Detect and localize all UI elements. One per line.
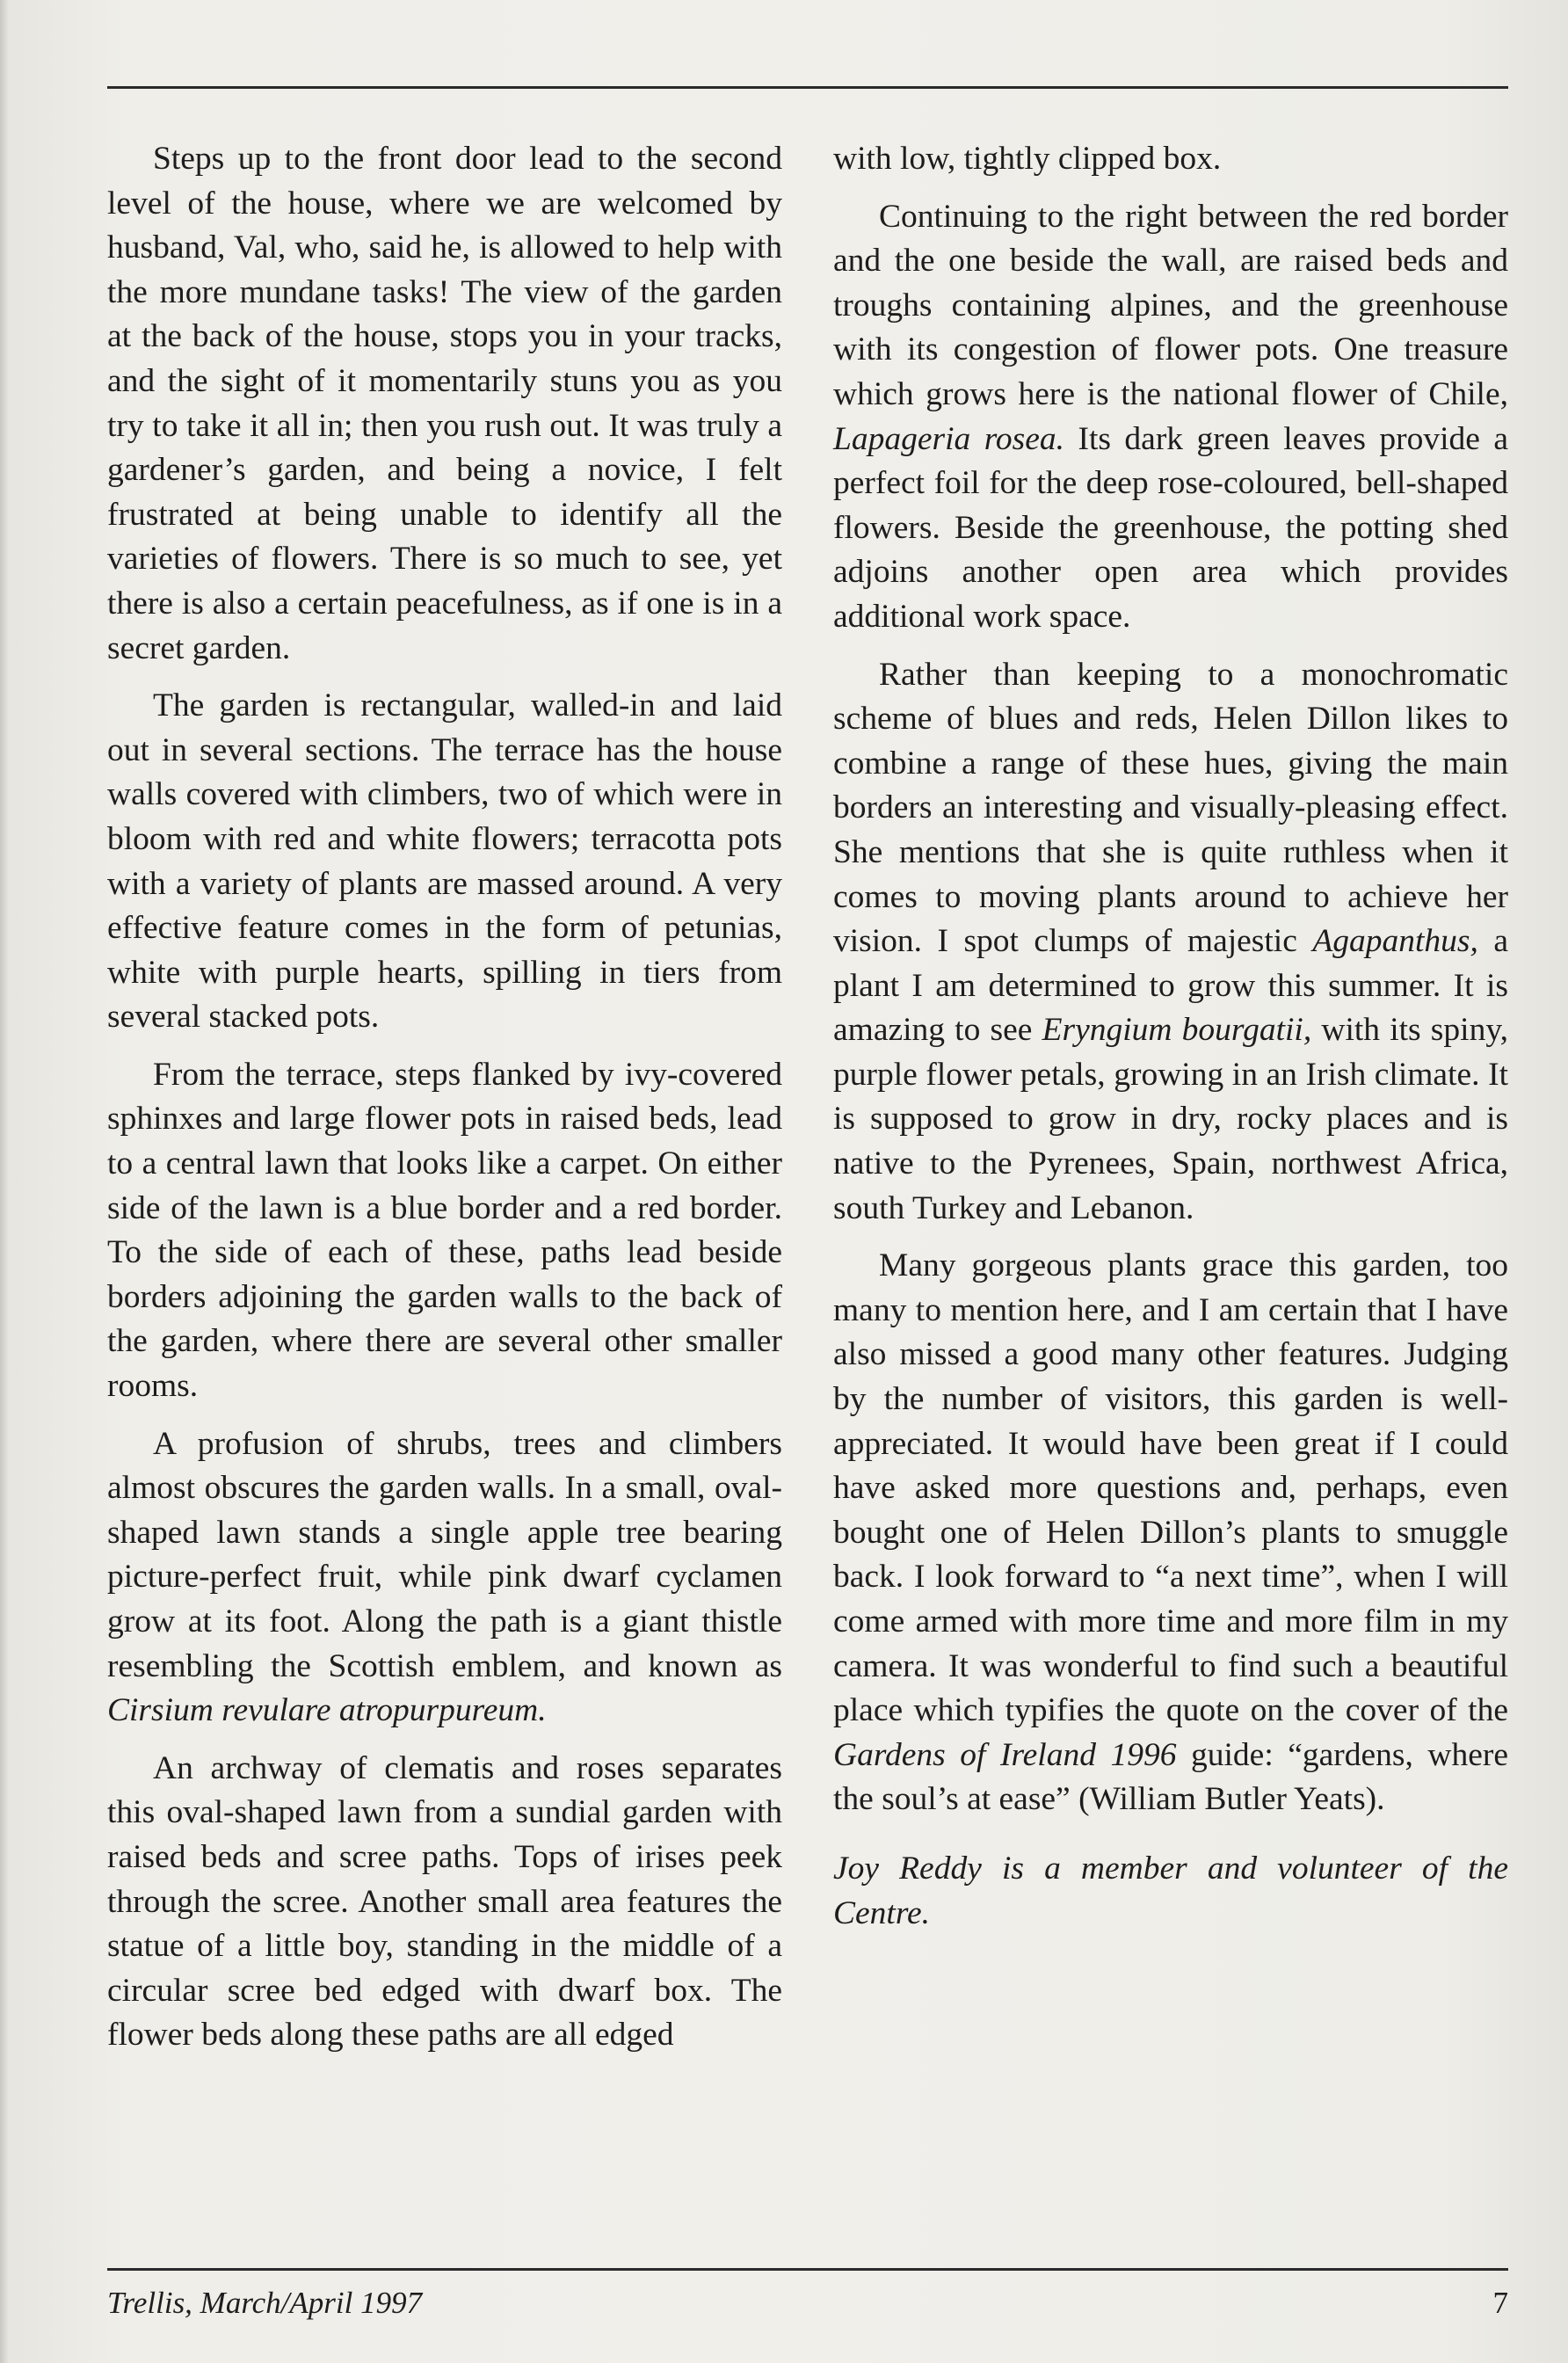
- paragraph: [107, 684, 782, 1040]
- paragraph: [833, 653, 1508, 1232]
- publication-footer: Trellis, March/April 1997: [107, 2286, 423, 2320]
- guide-title: Gardens of Ireland 1996: [833, 1736, 1177, 1773]
- left-column: [107, 137, 782, 2071]
- latin-plant-name: Agapanthus,: [1312, 923, 1478, 960]
- paragraph: [833, 1244, 1508, 1822]
- paragraph-text: Its dark green leaves provide a perfect foil for the deep rose-coloured, bell-shaped flowers. Beside the greenhouse, the potting shed adjoins another open area which provides additional work space.: [833, 420, 1509, 635]
- paragraph-text: Steps up to the front door lead to the second level of the house, where we are welcomed by husband, Val, who, said he, is allowed to help with the more mundane tasks! The view of the garden at the back of the house, stops you in your tracks, and the sight of it momentarily stuns you as you try to take it all in; then you rush out. It was truly a gardener’s garden, and being a novice, I felt frustrated at being unable to identify all the varieties of flowers. There is so much to see, yet there is also a certain peacefulness, as if one is in a secret garden.: [107, 141, 782, 666]
- paragraph: [833, 195, 1508, 640]
- paragraph-continuation: [833, 137, 1508, 182]
- paragraph-text: Continuing to the right between the red border and the one beside the wall, are raised beds and troughs containing alpines, and the greenhouse with its congestion of flower pots. One treasure which grows here is the national flower of Chile,: [833, 198, 1508, 412]
- paragraph-text: a plant I am determined to grow this summer. It is amazing to see: [833, 923, 1509, 1049]
- paragraph: [107, 1422, 782, 1734]
- top-rule: [107, 86, 1508, 89]
- latin-plant-name: Eryngium bourgatii,: [1042, 1012, 1312, 1049]
- author-credit: Joy Reddy is a member and volunteer of the Centre.: [833, 1850, 1508, 1931]
- right-column: [833, 137, 1508, 1949]
- latin-plant-name: Cirsium revulare atropurpureum.: [107, 1692, 547, 1729]
- paragraph-text: Many gorgeous plants grace this garden, too many to mention here, and I am certain that I have also missed a good many other features. Judging by the number of visitors, this garden is well-appreciated. It would have been great if I could have asked more questions and, perhaps, even bought one of Helen Dillon’s plants to smuggle back. I look forward to “a next time”, when I will come armed with more time and more film in my camera. It was wonderful to find such a beautiful place which typifies the quote on the cover of the: [833, 1247, 1508, 1729]
- paragraph-text: A profusion of shrubs, trees and climbers almost obscures the garden walls. In a small, oval-shaped lawn stands a single apple tree bearing picture-perfect fruit, while pink dwarf cyclamen grow at its foot. Along the path is a giant thistle resembling the Scottish emblem, and known as: [107, 1425, 782, 1684]
- binding-edge-shadow: [0, 0, 9, 2363]
- paragraph-text: From the terrace, steps flanked by ivy-covered sphinxes and large flower pots in raised beds, lead to a central lawn that looks like a carpet. On either side of the lawn is a blue border and a red border. To the side of each of these, paths lead beside borders adjoining the garden walls to the back of the garden, where there are several other smaller rooms.: [107, 1056, 782, 1405]
- bottom-rule: [107, 2268, 1508, 2271]
- page-number: 7: [1492, 2286, 1508, 2320]
- paragraph: [107, 137, 782, 671]
- latin-plant-name: Lapageria rosea.: [833, 420, 1065, 457]
- paragraph-text: guide: “gardens, where the soul’s at ease” (William Butler Yeats).: [833, 1736, 1508, 1818]
- paragraph-text: An archway of clematis and roses separates this oval-shaped lawn from a sundial garden with raised beds and scree paths. Tops of irises peek through the scree. Another small area features the statue of a little boy, standing in the middle of a circular scree bed edged with dwarf box. The flower beds along these paths are all edged: [107, 1749, 782, 2054]
- paragraph: [107, 1747, 782, 2058]
- paragraph-text: with low, tightly clipped box.: [833, 141, 1222, 177]
- paragraph-text: Rather than keeping to a monochromatic scheme of blues and reds, Helen Dillon likes to combine a range of these hues, giving the main borders an interesting and visually-pleasing effect. She mentions that she is quite ruthless when it comes to moving plants around to achieve her vision. I spot clumps of majestic: [833, 656, 1508, 960]
- paragraph-text: The garden is rectangular, walled-in and laid out in several sections. The terrace has the house walls covered with climbers, two of which were in bloom with red and white flowers; terracotta pots with a variety of plants are massed around. A very effective feature comes in the form of petunias, white with purple hearts, spilling in tiers from several stacked pots.: [107, 687, 782, 1036]
- paragraph-text: with its spiny, purple flower petals, growing in an Irish climate. It is supposed to grow in dry, rocky places and is native to the Pyrenees, Spain, northwest Africa, south Turkey and Lebanon.: [833, 1012, 1509, 1226]
- paragraph: [107, 1053, 782, 1409]
